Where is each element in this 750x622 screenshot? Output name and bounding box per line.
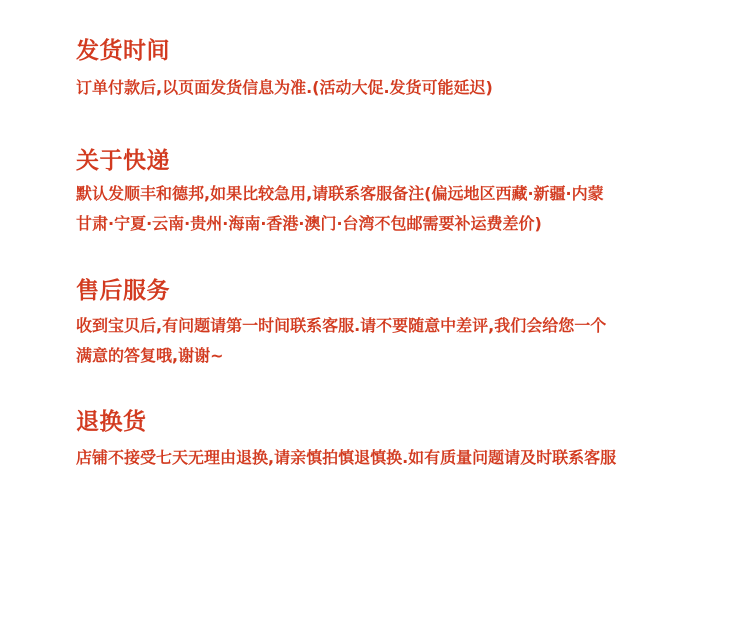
section-body-returns: [76, 443, 696, 473]
section-body-after-sales: [76, 311, 696, 371]
section-heading-shipping-time: 发货时间: [76, 38, 170, 64]
section-returns: [76, 407, 696, 473]
section-body-express: [76, 179, 696, 239]
section-after-sales: [76, 276, 696, 371]
body-line: 订单付款后,以页面发货信息为准.(活动大促.发货可能延迟): [76, 78, 493, 97]
body-line: 甘肃·宁夏·云南·贵州·海南·香港·澳门·台湾不包邮需要补运费差价): [76, 214, 542, 233]
section-shipping-time: [76, 36, 696, 103]
section-heading-after-sales: 售后服务: [76, 278, 170, 304]
body-line: 收到宝贝后,有问题请第一时间联系客服.请不要随意中差评,我们会给您一个: [76, 316, 607, 335]
section-express: [76, 146, 696, 239]
section-heading-express: 关于快递: [76, 148, 170, 174]
section-heading-returns: 退换货: [76, 409, 147, 435]
body-line: 店铺不接受七天无理由退换,请亲慎拍慎退慎换.如有质量问题请及时联系客服: [76, 448, 617, 467]
body-line: 满意的答复哦,谢谢~: [76, 346, 224, 365]
section-body-shipping-time: [76, 73, 696, 103]
body-line: 默认发顺丰和德邦,如果比较急用,请联系客服备注(偏远地区西藏·新疆·内蒙: [76, 184, 604, 203]
